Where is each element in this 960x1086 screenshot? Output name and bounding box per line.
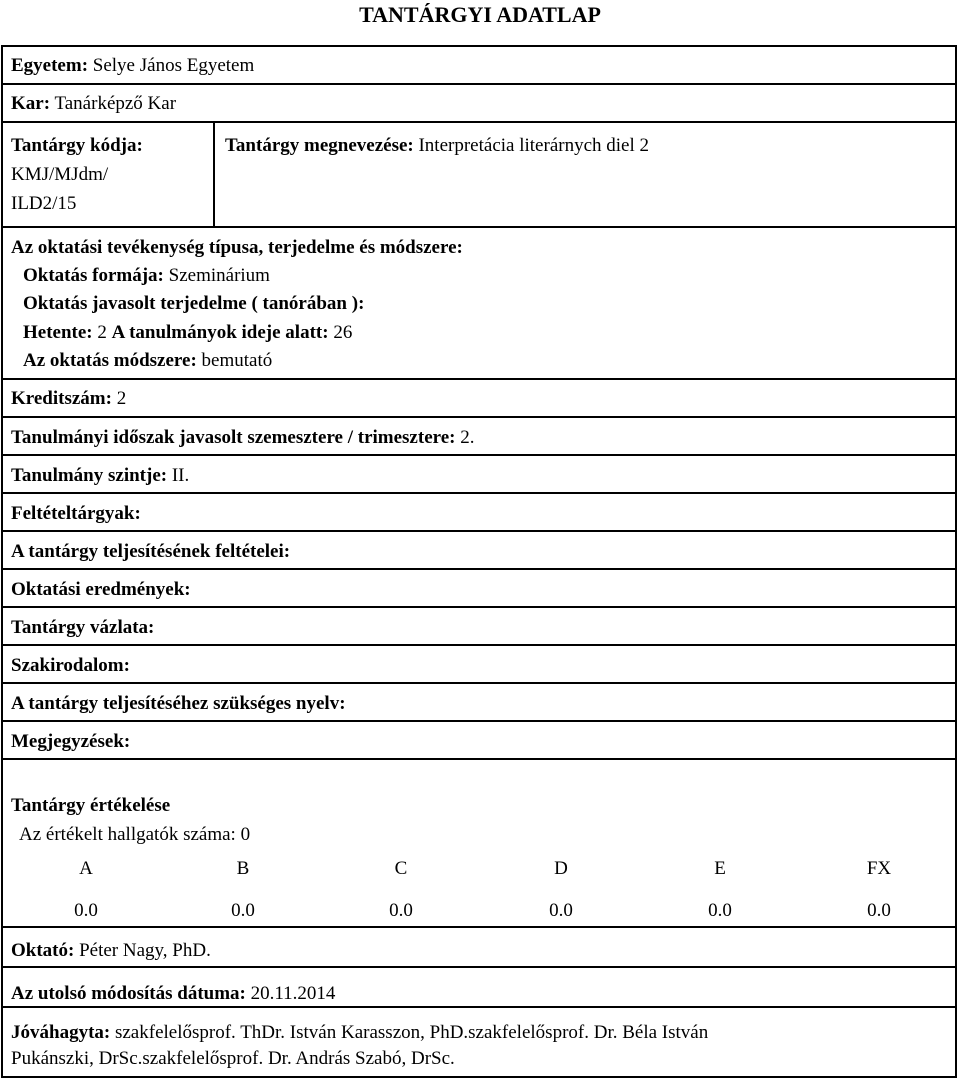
teaching-form-label: Oktatás formája: — [23, 265, 164, 286]
course-code-label: Tantárgy kódja: — [11, 135, 143, 156]
learning-outcomes-label: Oktatási eredmények: — [11, 579, 191, 600]
course-outline-label: Tantárgy vázlata: — [11, 617, 155, 638]
grade-value: 0.0 — [867, 900, 891, 921]
course-name — [225, 135, 649, 157]
grade-letter: C — [394, 858, 408, 879]
language-label: A tantárgy teljesítéséhez szükséges nyelv: — [11, 693, 346, 714]
literature-row — [3, 646, 955, 684]
last-modified-row — [3, 968, 955, 1008]
teaching-scope-label: Oktatás javasolt terjedelme ( tanórában ): — [23, 293, 365, 314]
credits-value: 2 — [116, 388, 127, 409]
approved-row — [3, 1008, 955, 1076]
method-value: bemutató — [201, 350, 273, 371]
teacher-label: Oktató: — [11, 940, 75, 961]
grade-letter: E — [714, 858, 726, 879]
grade-letters-row — [3, 858, 955, 888]
grade-letter: D — [554, 858, 568, 879]
grade-values-row — [3, 900, 955, 930]
course-code-cell — [3, 123, 215, 226]
notes-label: Megjegyzések: — [11, 731, 131, 752]
faculty-value: Tanárképző Kar — [54, 93, 177, 114]
evaluation-section — [3, 760, 955, 928]
weekly-label: Hetente: — [23, 322, 93, 343]
teaching-heading: Az oktatási tevékenység típusa, terjedelme és módszere: — [11, 237, 463, 258]
university-value: Selye János Egyetem — [92, 55, 255, 76]
semester-value: 2. — [460, 427, 475, 448]
grade-value: 0.0 — [549, 900, 573, 921]
last-modified-label: Az utolsó módosítás dátuma: — [11, 983, 246, 1004]
course-code-row — [3, 123, 955, 228]
weekly-value: 2 — [97, 322, 107, 343]
grade-value: 0.0 — [389, 900, 413, 921]
notes-row — [3, 722, 955, 760]
level-label: Tanulmány szintje: — [11, 465, 168, 486]
university-label: Egyetem: — [11, 55, 89, 76]
grade-value: 0.0 — [708, 900, 732, 921]
document-title — [0, 2, 960, 28]
grade-letter: B — [236, 858, 250, 879]
teacher-row — [3, 928, 955, 968]
course-code-value-2: ILD2/15 — [11, 193, 77, 214]
document-title-text: TANTÁRGYI ADATLAP — [359, 2, 601, 27]
course-sheet — [1, 45, 957, 1078]
semester-label: Tanulmányi időszak javasolt szemesztere / trimesztere: — [11, 427, 456, 448]
prerequisites-label: Feltételtárgyak: — [11, 503, 141, 524]
grade-value: 0.0 — [231, 900, 255, 921]
literature-label: Szakirodalom: — [11, 655, 130, 676]
university-row — [3, 47, 955, 85]
grade-letter: FX — [866, 858, 892, 879]
faculty-label: Kar: — [11, 93, 51, 114]
evaluation-heading: Tantárgy értékelése — [11, 795, 171, 816]
course-name-label: Tantárgy megnevezése: — [225, 135, 414, 156]
course-outline-row — [3, 608, 955, 646]
level-value: II. — [171, 465, 190, 486]
semester-row — [3, 418, 955, 456]
approved-value-2: Pukánszki, DrSc.szakfelelősprof. Dr. András Szabó, DrSc. — [11, 1048, 455, 1069]
prerequisites-row — [3, 494, 955, 532]
level-row — [3, 456, 955, 494]
approved-label: Jóváhagyta: — [11, 1022, 111, 1043]
teacher-value: Péter Nagy, PhD. — [79, 940, 211, 961]
last-modified-value: 20.11.2014 — [250, 983, 336, 1004]
evaluated-count: Az értékelt hallgatók száma: 0 — [19, 824, 251, 845]
credits-row — [3, 380, 955, 418]
language-row — [3, 684, 955, 722]
credits-label: Kreditszám: — [11, 388, 112, 409]
method-label: Az oktatás módszere: — [23, 350, 197, 371]
approved-value-1: szakfelelősprof. ThDr. István Karasszon, PhD.szakfelelősprof. Dr. Béla István — [114, 1022, 709, 1043]
completion-conditions-row — [3, 532, 955, 570]
teaching-form-value: Szeminárium — [168, 265, 270, 286]
total-label: A tanulmányok ideje alatt: — [111, 322, 329, 343]
faculty-row — [3, 85, 955, 123]
teaching-section — [3, 228, 955, 380]
grade-letter: A — [79, 858, 93, 879]
grade-value: 0.0 — [74, 900, 98, 921]
total-value: 26 — [333, 322, 353, 343]
course-code-value-1: KMJ/MJdm/ — [11, 164, 109, 185]
completion-conditions-label: A tantárgy teljesítésének feltételei: — [11, 541, 291, 562]
course-name-value: Interpretácia literárnych diel 2 — [418, 135, 649, 156]
learning-outcomes-row — [3, 570, 955, 608]
